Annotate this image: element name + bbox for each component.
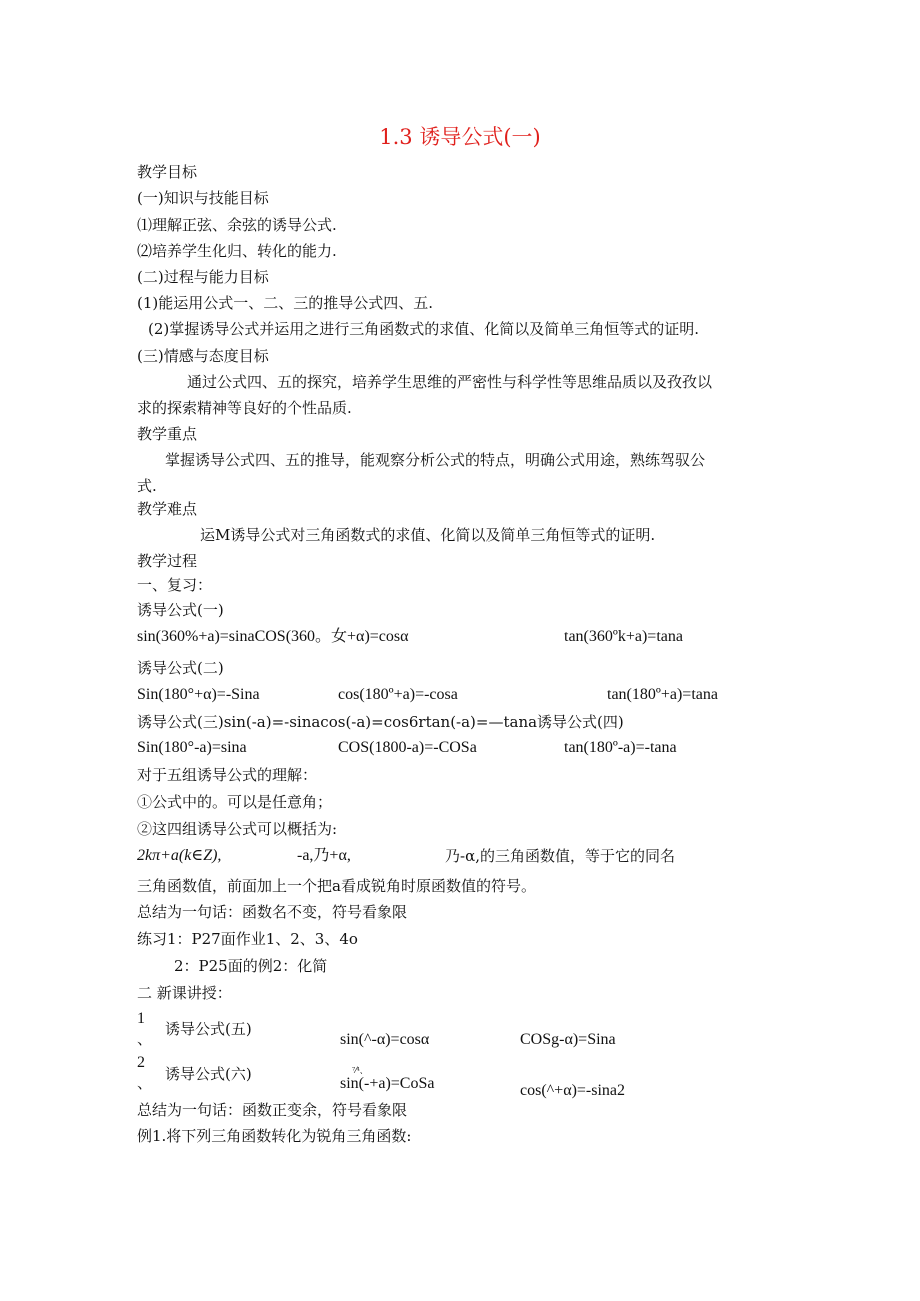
formula1-label: 诱导公式(一)	[137, 601, 224, 619]
formula6-cos: cos(^+α)=-sina2	[520, 1082, 626, 1099]
formula1-sin-cos: sin(360%+a)=sinaCOS(360。女+α)=cosα	[137, 628, 409, 645]
emotion-heading: (三)情感与态度目标	[137, 347, 269, 365]
exercise-2: 2：P25面的例2：化简	[174, 957, 328, 975]
process-section-heading: 教学过程	[137, 552, 198, 570]
formula6-sin: sin(-+a)=CoSa	[340, 1075, 435, 1092]
formula1-tan: tan(360ºk+a)=tana	[564, 628, 683, 645]
generalization-expr2: -a,乃+α,	[297, 847, 351, 864]
key-points-line2: 式.	[137, 477, 157, 495]
formula5-label: 诱导公式(五)	[165, 1020, 252, 1038]
understanding-point1: ①公式中的。可以是任意角；	[137, 793, 333, 811]
key-points-heading: 教学重点	[137, 425, 198, 443]
formula4-cos: COS(1800-a)=-COSa	[338, 739, 477, 756]
knowledge-item: ⑴理解正弦、余弦的诱导公式.	[137, 216, 337, 234]
formula4-tan: tan(180º-a)=-tana	[564, 739, 677, 756]
generalization-expr1: 2kπ+a(k∈Z),	[137, 847, 222, 864]
example-1: 例1.将下列三角函数转化为锐角三角函数:	[137, 1127, 412, 1145]
formula5-sin: sin(^-α)=cosα	[340, 1031, 430, 1048]
page-title: 1.3 诱导公式(一)	[379, 125, 541, 149]
generalization-continuation: 三角函数值，前面加上一个把a看成锐角时原函数值的符号。	[137, 877, 536, 895]
formula2-cos: cos(180º+a)=-cosa	[338, 686, 458, 703]
formula6-label: 诱导公式(六)	[165, 1065, 252, 1083]
formula5-separator: 、	[137, 1030, 153, 1048]
emotion-text-line1: 通过公式四、五的探究，培养学生思维的严密性与科学性等思维品质以及孜孜以	[187, 373, 713, 391]
knowledge-heading: (一)知识与技能目标	[137, 189, 269, 207]
knowledge-item: ⑵培养学生化归、转化的能力.	[137, 242, 337, 260]
formula2-label: 诱导公式(二)	[137, 659, 224, 677]
summary-rule1: 总结为一句话：函数名不变，符号看象限	[137, 903, 408, 921]
understanding-heading: 对于五组诱导公式的理解：	[137, 766, 318, 784]
review-heading: 一、复习：	[137, 576, 213, 594]
emotion-text-line2: 求的探索精神等良好的个性品质.	[137, 399, 352, 417]
process-heading: (二)过程与能力目标	[137, 268, 269, 286]
formula2-tan: tan(180º+a)=tana	[607, 686, 718, 703]
formula3-line: 诱导公式(三)sin(-a)=-sinacos(-a)=cos6rtan(-a)=—tana诱导公式(四)	[137, 713, 624, 731]
generalization-expr3: 乃-α,的三角函数值，等于它的同名	[445, 847, 675, 865]
summary-rule2: 总结为一句话：函数正变余，符号看象限	[137, 1101, 408, 1119]
process-item: (2)掌握诱导公式并运用之进行三角函数式的求值、化简以及简单三角恒等式的证明.	[148, 320, 700, 338]
exercise-1: 练习1：P27面作业1、2、3、4o	[137, 930, 358, 948]
formula6-note: ⁷⁄⁴、	[352, 1066, 368, 1075]
difficult-points-text: 运M诱导公式对三角函数式的求值、化简以及简单三角恒等式的证明.	[200, 526, 656, 544]
key-points-line1: 掌握诱导公式四、五的推导，能观察分析公式的特点，明确公式用途，熟练驾驭公	[165, 451, 706, 469]
formula4-sin: Sin(180°-a)=sina	[137, 739, 247, 756]
formula6-separator: 、	[137, 1074, 153, 1092]
formula2-sin: Sin(180°+α)=-Sina	[137, 686, 260, 703]
objectives-heading: 教学目标	[137, 163, 198, 181]
process-item: (1)能运用公式一、二、三的推导公式四、五.	[137, 294, 434, 312]
difficult-points-heading: 教学难点	[137, 500, 198, 518]
formula5-cos: COSg-α)=Sina	[520, 1031, 616, 1048]
understanding-point2: ②这四组诱导公式可以概括为:	[137, 820, 338, 838]
new-lesson-heading: 二 新课讲授：	[137, 984, 232, 1002]
formula6-number: 2	[137, 1054, 145, 1071]
formula5-number: 1	[137, 1010, 145, 1027]
